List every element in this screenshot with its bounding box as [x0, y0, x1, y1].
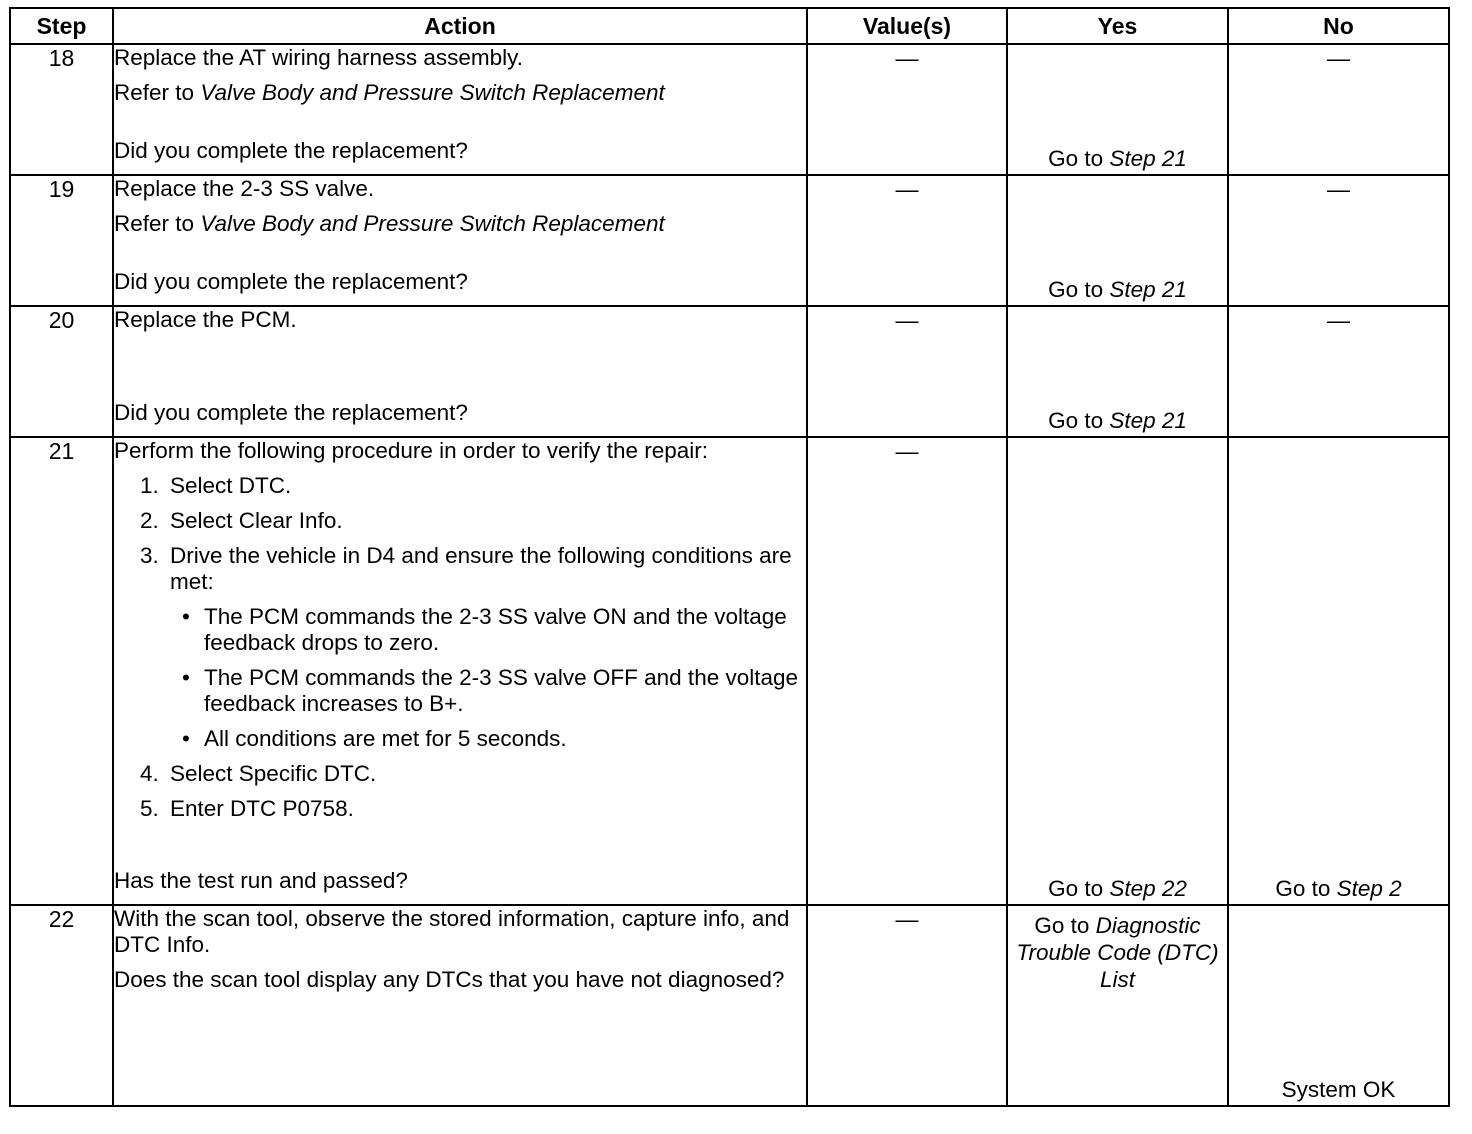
header-yes: Yes	[1007, 8, 1228, 44]
bullet-item	[182, 604, 806, 656]
bullet-item	[182, 665, 806, 717]
header-no: No	[1228, 8, 1449, 44]
yes-goto	[1008, 912, 1227, 993]
no-goto	[1229, 876, 1448, 902]
goto-step-link[interactable]: Step 21	[1109, 146, 1187, 171]
goto-prefix: Go to	[1048, 408, 1104, 433]
bullet-text: The PCM commands the 2-3 SS valve ON and the voltage feedback drops to zero.	[204, 604, 787, 655]
value-cell: —	[807, 44, 1007, 175]
action-cell	[113, 175, 807, 306]
goto-prefix: Go to	[1034, 913, 1090, 938]
question-text: Did you complete the replacement?	[114, 138, 468, 163]
yes-goto	[1008, 146, 1227, 172]
bullet-icon: •	[182, 726, 190, 751]
list-text: Select Specific DTC.	[170, 761, 377, 786]
list-item	[140, 796, 806, 822]
step-row-18	[10, 44, 1449, 175]
goto-step-link[interactable]: Step 21	[1109, 408, 1187, 433]
bullet-text: The PCM commands the 2-3 SS valve OFF and the voltage feedback increases to B+.	[204, 665, 799, 716]
value-cell: —	[807, 437, 1007, 905]
list-text: Select DTC.	[170, 473, 292, 498]
value-cell: —	[807, 905, 1007, 1106]
diagnostic-table	[9, 7, 1450, 1107]
step-number: 22	[10, 905, 113, 1106]
header-values: Value(s)	[807, 8, 1007, 44]
question-text: Does the scan tool display any DTCs that you have not diagnosed?	[114, 967, 785, 992]
bullet-icon: •	[182, 604, 190, 629]
no-cell: —	[1228, 306, 1449, 437]
header-action: Action	[113, 8, 807, 44]
action-cell	[113, 44, 807, 175]
list-text: Enter DTC P0758.	[170, 796, 354, 821]
bullet-text: All conditions are met for 5 seconds.	[204, 726, 567, 751]
goto-prefix: Go to	[1275, 876, 1331, 901]
action-text: With the scan tool, observe the stored information, capture info, and DTC Info.	[114, 906, 790, 957]
action-cell	[113, 437, 807, 905]
bullet-item	[182, 726, 806, 752]
step-row-20	[10, 306, 1449, 437]
yes-cell	[1007, 437, 1228, 905]
no-cell: —	[1228, 175, 1449, 306]
step-number: 20	[10, 306, 113, 437]
dtc-list-link[interactable]: Diagnostic Trouble Code (DTC) List	[1016, 913, 1219, 992]
step-row-21	[10, 437, 1449, 905]
goto-step-link[interactable]: Step 22	[1109, 876, 1187, 901]
no-cell	[1228, 437, 1449, 905]
action-intro: Perform the following procedure in order to verify the repair:	[114, 438, 709, 463]
yes-goto	[1008, 277, 1227, 303]
yes-cell	[1007, 175, 1228, 306]
action-text: Replace the PCM.	[114, 307, 297, 332]
list-item	[140, 543, 806, 752]
value-cell: —	[807, 175, 1007, 306]
goto-step-link[interactable]: Step 21	[1109, 277, 1187, 302]
yes-goto	[1008, 408, 1227, 434]
goto-prefix: Go to	[1048, 876, 1104, 901]
condition-list	[170, 604, 806, 752]
list-item	[140, 473, 806, 499]
action-cell	[113, 905, 807, 1106]
list-number: 5.	[140, 796, 159, 821]
list-number: 2.	[140, 508, 159, 533]
step-number: 18	[10, 44, 113, 175]
procedure-link[interactable]: Valve Body and Pressure Switch Replacement	[200, 211, 665, 236]
refer-text	[114, 80, 806, 106]
goto-prefix: Go to	[1048, 146, 1104, 171]
header-step: Step	[10, 8, 113, 44]
list-number: 1.	[140, 473, 159, 498]
step-row-22	[10, 905, 1449, 1106]
no-cell	[1228, 905, 1449, 1106]
procedure-link[interactable]: Valve Body and Pressure Switch Replacement	[200, 80, 665, 105]
no-cell: —	[1228, 44, 1449, 175]
question-text: Has the test run and passed?	[114, 868, 408, 893]
bullet-icon: •	[182, 665, 190, 690]
refer-prefix: Refer to	[114, 211, 195, 236]
yes-cell	[1007, 44, 1228, 175]
yes-cell	[1007, 306, 1228, 437]
list-item	[140, 508, 806, 534]
action-text: Replace the AT wiring harness assembly.	[114, 45, 523, 70]
list-text: Drive the vehicle in D4 and ensure the following conditions are met:	[170, 543, 792, 594]
refer-text	[114, 211, 806, 237]
action-cell	[113, 306, 807, 437]
yes-goto	[1008, 876, 1227, 902]
step-number: 19	[10, 175, 113, 306]
step-number: 21	[10, 437, 113, 905]
procedure-list	[114, 473, 806, 822]
question-text: Did you complete the replacement?	[114, 269, 468, 294]
header-row	[10, 8, 1449, 44]
goto-prefix: Go to	[1048, 277, 1104, 302]
list-number: 4.	[140, 761, 159, 786]
action-text: Replace the 2-3 SS valve.	[114, 176, 375, 201]
list-item	[140, 761, 806, 787]
step-row-19	[10, 175, 1449, 306]
value-cell: —	[807, 306, 1007, 437]
question-text: Did you complete the replacement?	[114, 400, 468, 425]
refer-prefix: Refer to	[114, 80, 195, 105]
yes-cell	[1007, 905, 1228, 1106]
list-text: Select Clear Info.	[170, 508, 343, 533]
goto-step-link[interactable]: Step 2	[1336, 876, 1402, 901]
system-ok-text: System OK	[1281, 1077, 1396, 1102]
list-number: 3.	[140, 543, 159, 568]
